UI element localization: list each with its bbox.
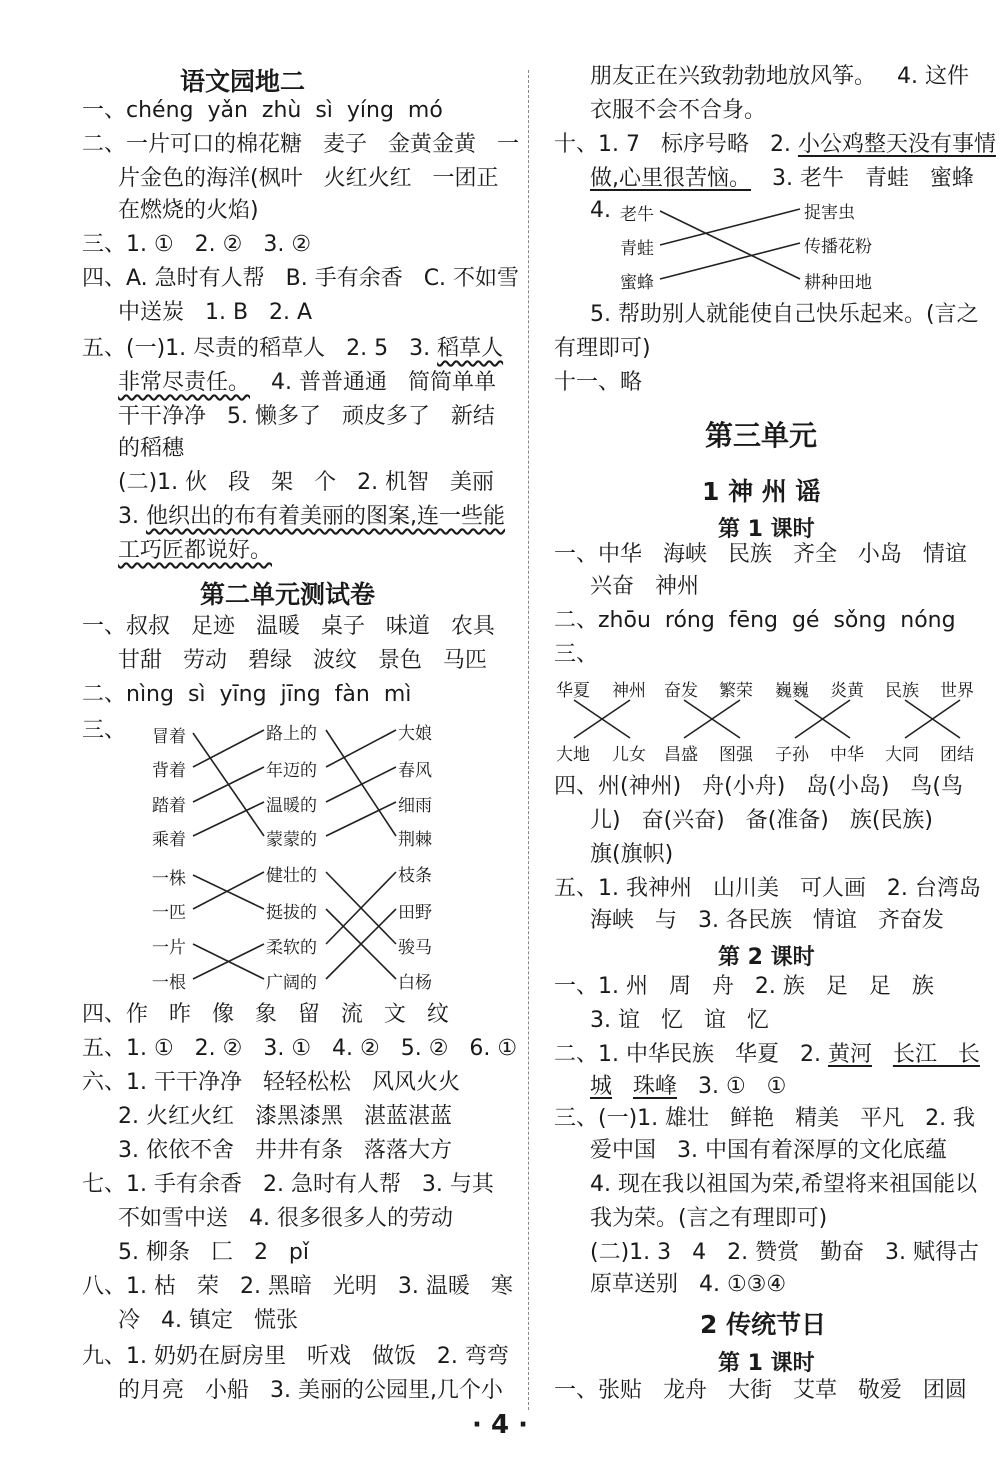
match-word: 世界 [940, 681, 974, 701]
unit-title: 第三单元 [705, 419, 818, 452]
match-word: 耕种田地 [804, 273, 872, 293]
match-word: 背着 [152, 761, 186, 781]
answer-line: 冷 4. 镇定 慌张 [118, 1308, 298, 1333]
match-word: 一株 [152, 869, 186, 889]
answer-line: 五、1. ① 2. ② 3. ① 4. ② 5. ② 6. ① [82, 1036, 518, 1061]
answer-line: 儿) 奋(兴奋) 备(准备) 族(民族) [590, 808, 934, 833]
answer-line: 旗(旗帜) [590, 842, 674, 867]
match-word: 中华 [830, 745, 864, 765]
answer-line: 有理即可) [554, 336, 651, 361]
match-line [660, 211, 800, 279]
match-word: 团结 [940, 745, 974, 765]
answer-line: 兴奋 神州 [590, 574, 699, 599]
match-word: 冒着 [152, 727, 186, 747]
match-word: 儿女 [612, 745, 646, 765]
match-word: 巍巍 [775, 681, 809, 701]
answer-line: 3. 谊 忆 谊 忆 [590, 1008, 769, 1033]
answer-line: 中送炭 1. B 2. A [118, 300, 313, 325]
match-word: 温暖的 [266, 796, 317, 816]
match-line [193, 802, 264, 836]
answer-line: 十一、略 [554, 370, 643, 395]
underlined-answer: 长江 [892, 1042, 937, 1067]
underlined-answer: 黄河 [827, 1042, 872, 1067]
answer-line: 六、1. 干干净净 轻轻松松 风风火火 [82, 1070, 460, 1095]
match-word: 健壮的 [266, 866, 317, 886]
section-title-yuwen-yuandi: 语文园地二 [180, 67, 306, 96]
match-word: 细雨 [398, 796, 432, 816]
answer-line: 三、(一)1. 雄壮 鲜艳 精美 平凡 2. 我 [554, 1106, 976, 1131]
match-word: 奋发 [664, 681, 698, 701]
answer-line: 二、nìng sì yīng jīng fàn mì [82, 682, 412, 707]
lesson-title: 2 传统节日 [700, 1310, 827, 1339]
match-word: 一匹 [152, 903, 186, 923]
match-word: 乘着 [152, 830, 186, 850]
match-word: 柔软的 [266, 938, 317, 958]
answer-line: 五、(一)1. 尽责的稻草人 2. 5 3. 稻草人 [82, 336, 504, 361]
wavy-underlined-answer: 稻草人 [437, 336, 504, 361]
lesson-title: 1 神 州 谣 [702, 477, 821, 506]
answer-line: 二、一片可口的棉花糖 麦子 金黄金黄 一 [82, 132, 519, 157]
match-word: 大娘 [398, 724, 432, 744]
match-line [193, 767, 264, 802]
answer-line: 一、张贴 龙舟 大街 艾草 敬爱 团圆 [554, 1378, 967, 1403]
match-word: 神州 [612, 681, 646, 701]
answer-line: 一、叔叔 足迹 温暖 桌子 味道 农具 [82, 614, 495, 639]
answer-line: 海峡 与 3. 各民族 情谊 齐奋发 [590, 908, 944, 933]
match-line [326, 767, 396, 802]
match-word: 老牛 [620, 205, 654, 225]
match-word: 青蛙 [620, 239, 654, 259]
match-word: 捉害虫 [804, 203, 855, 223]
match-line [326, 730, 396, 767]
answer-line: 我为荣。(言之有理即可) [590, 1206, 828, 1231]
match-line [660, 243, 800, 279]
wavy-underlined-answer: 他织出的布有着美丽的图案,连一些能 [145, 504, 505, 529]
answer-line: 干干净净 5. 懒多了 顽皮多了 新结 [118, 404, 495, 429]
answer-line: 片金色的海洋(枫叶 火红火红 一团正 [118, 166, 499, 191]
match-word: 蜜蜂 [620, 273, 654, 293]
match-word: 繁荣 [719, 681, 753, 701]
answer-line: 三、 [82, 718, 127, 743]
answer-line: 3. 依依不舍 井井有条 落落大方 [118, 1138, 452, 1163]
match-word: 挺拔的 [266, 903, 317, 923]
match-word: 传播花粉 [804, 237, 872, 257]
match-word: 田野 [398, 903, 432, 923]
answer-line: 5. 柳条 匚 2 pǐ [118, 1240, 309, 1265]
answer-line: 4. [590, 198, 611, 223]
answer-line: 原草送别 4. ①③④ [590, 1272, 787, 1297]
match-word: 大地 [556, 745, 590, 765]
answer-line: 三、1. ① 2. ② 3. ② [82, 232, 312, 257]
answer-line: 爱中国 3. 中国有着深厚的文化底蕴 [590, 1138, 947, 1163]
match-word: 炎黄 [830, 681, 864, 701]
answer-line: 的稻穗 [118, 436, 185, 461]
underlined-answer: 长 [936, 1042, 980, 1067]
answer-line: 非常尽责任。 4. 普普通通 简简单单 [118, 370, 496, 395]
section-title-unit2-test: 第二单元测试卷 [200, 580, 376, 609]
match-word: 枝条 [398, 866, 432, 886]
page-number: · 4 · [472, 1410, 528, 1440]
wavy-underlined-answer: 非常尽责任。 [118, 370, 251, 395]
answer-line: 3. 他织出的布有着美丽的图案,连一些能 [118, 504, 505, 529]
wavy-underlined-answer: 工巧匠都说好。 [118, 538, 273, 563]
answer-line: 四、A. 急时有人帮 B. 手有余香 C. 不如雪 [82, 266, 520, 291]
period-title: 第 1 课时 [718, 517, 815, 542]
period-title: 第 1 课时 [718, 1351, 815, 1376]
answer-line: 九、1. 奶奶在厨房里 听戏 做饭 2. 弯弯 [82, 1344, 509, 1369]
match-word: 一片 [152, 938, 186, 958]
match-word: 民族 [885, 681, 919, 701]
match-word: 大同 [885, 745, 919, 765]
answer-line: 一、chéng yǎn zhù sì yíng mó [82, 98, 443, 123]
match-word: 白杨 [398, 973, 432, 993]
answer-line: 二、1. 中华民族 华夏 2. 黄河 长江 长 [554, 1042, 980, 1067]
match-word: 子孙 [775, 745, 809, 765]
answer-line: 一、中华 海峡 民族 齐全 小岛 情谊 [554, 542, 967, 567]
match-word: 蒙蒙的 [266, 830, 317, 850]
match-word: 昌盛 [664, 745, 698, 765]
answer-line: 不如雪中送 4. 很多很多人的劳动 [118, 1206, 453, 1231]
match-word: 骏马 [398, 938, 432, 958]
answer-line: 的月亮 小船 3. 美丽的公园里,几个小 [118, 1378, 503, 1403]
answer-line: 一、1. 州 周 舟 2. 族 足 足 族 [554, 974, 934, 999]
match-word: 荆棘 [398, 830, 432, 850]
answer-line: 五、1. 我神州 山川美 可人画 2. 台湾岛 [554, 876, 981, 901]
answer-line: 四、州(神州) 舟(小舟) 岛(小岛) 鸟(鸟 [554, 774, 964, 799]
period-title: 第 2 课时 [718, 945, 815, 970]
answer-line: (二)1. 3 4 2. 赞赏 勤奋 3. 赋得古 [590, 1240, 980, 1265]
underlined-answer: 做,心里很苦恼。 [590, 166, 751, 191]
match-word: 图强 [719, 745, 753, 765]
answer-line: 甘甜 劳动 碧绿 波纹 景色 马匹 [118, 648, 487, 673]
answer-line: 八、1. 枯 荣 2. 黑暗 光明 3. 温暖 寒 [82, 1274, 513, 1299]
answer-line: 在燃烧的火焰) [118, 198, 259, 223]
answer-line: 城 珠峰 3. ① ① [590, 1074, 787, 1099]
match-word: 一根 [152, 973, 186, 993]
answer-line: 衣服不会不合身。 [590, 98, 767, 123]
underlined-answer: 珠峰 [633, 1074, 678, 1099]
answer-line: 七、1. 手有余香 2. 急时有人帮 3. 与其 [82, 1172, 494, 1197]
answer-line: 朋友正在兴致勃勃地放风筝。 4. 这件 [590, 64, 969, 89]
underlined-answer: 小公鸡整天没有事情 [797, 132, 996, 157]
answer-line: 十、1. 7 标序号略 2. 小公鸡整天没有事情 [554, 132, 996, 157]
answer-line: 四、作 昨 像 象 留 流 文 纹 [82, 1002, 449, 1027]
match-word: 路上的 [266, 724, 317, 744]
match-word: 年迈的 [266, 761, 317, 781]
answer-line: 做,心里很苦恼。 3. 老牛 青蛙 蜜蜂 [590, 166, 974, 191]
match-word: 华夏 [556, 681, 590, 701]
answer-line: 2. 火红火红 漆黑漆黑 湛蓝湛蓝 [118, 1104, 452, 1129]
answer-line: (二)1. 伙 段 架 个 2. 机智 美丽 [118, 470, 495, 495]
answer-line: 5. 帮助别人就能使自己快乐起来。(言之 [590, 302, 979, 327]
answer-line: 二、zhōu róng fēng gé sǒng nóng [554, 608, 956, 633]
answer-line: 三、 [554, 642, 599, 667]
match-line [660, 209, 800, 245]
match-word: 踏着 [152, 796, 186, 816]
match-word: 广阔的 [266, 973, 317, 993]
answer-line: 4. 现在我以祖国为荣,希望将来祖国能以 [590, 1172, 977, 1197]
match-line [326, 730, 396, 836]
match-word: 春风 [398, 761, 432, 781]
underlined-answer: 城 [590, 1074, 613, 1099]
